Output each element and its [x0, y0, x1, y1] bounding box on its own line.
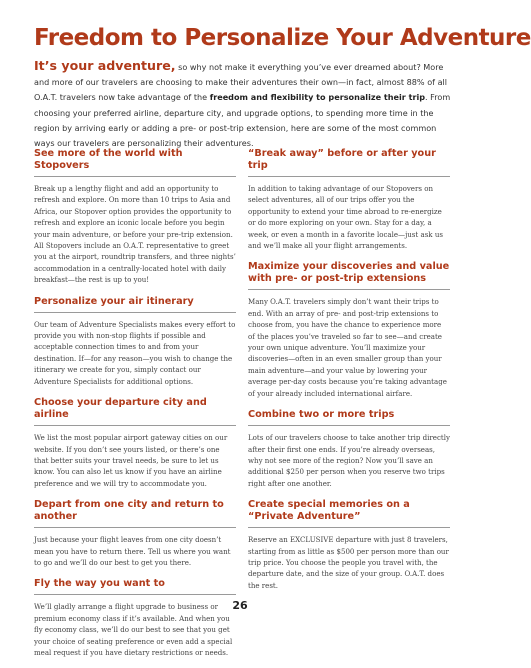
section-body: We list the most popular airport gateway cities on our website. If you don’t see yours listed, or there’s one that better suits your travel needs, be sure to let us know. You can also let us know if you have an airline preference and we will try to accommodate you. — [34, 433, 228, 488]
section-break-away — [248, 148, 450, 251]
page-number: 26 — [232, 599, 248, 612]
section-body: Break up a lengthy flight and add an opportunity to refresh and explore. On more than 10 trips to Asia and Africa, our Stopover option provides the opportunity to refresh and explore an iconic locale before you begin your main adventure, or before your pre-trip extension. All Stopovers include an O.A.T. representative to greet you at the airport, roundtrip transfers, and three nights’ accommodation in a centrally-located hotel with daily breakfast—the rest is up to you! — [34, 184, 236, 285]
intro-bold: freedom and flexibility to personalize their trip — [209, 92, 426, 103]
section-body: Lots of our travelers choose to take another trip directly after their first one ends. If you’re already overseas, why not see more of the region? Now you’ll save an additional $250 per person when you reserve two trips right after one another. — [248, 433, 450, 488]
section-extensions — [248, 261, 450, 399]
intro-text-1: so why not make it everything you’ve ever dreamed about? More and more of our travelers are choosing to make their adventures their own—in fact, almost 88% of all O.A.T. travelers now take advantage of the — [34, 62, 448, 103]
section-heading: Combine two or more trips — [248, 409, 450, 426]
section-heading: Depart from one city and return to another — [34, 499, 236, 528]
section-combine-trips — [248, 409, 450, 489]
section-open-jaw — [34, 499, 236, 568]
section-body: In addition to taking advantage of our Stopovers on select adventures, all of our trips offer you the opportunity to extend your time abroad to re-energize or do more exploring on your own. Stay for a day, a week, or even a month in a favorite locale—just ask us and we’ll make all your flight arrangements. — [248, 184, 443, 251]
intro-lead: It’s your adventure, — [34, 58, 176, 73]
left-column — [34, 148, 236, 668]
section-heading: Personalize your air itinerary — [34, 296, 236, 313]
section-body: Reserve an EXCLUSIVE departure with just 8 travelers, starting from as little as $500 per person more than our trip price. You choose the people you travel with, the departure date, and the size of your group. O.A.T. does the rest. — [248, 535, 449, 590]
section-heading: See more of the world with Stopovers — [34, 148, 236, 177]
section-heading: Choose your departure city and airline — [34, 397, 236, 426]
section-heading: Create special memories on a “Private Adventure” — [248, 499, 450, 528]
section-body: Just because your flight leaves from one city doesn’t mean you have to return there. Tell us where you want to go and we’ll do our best to get you there. — [34, 535, 231, 567]
section-body: We’ll gladly arrange a flight upgrade to business or premium economy class if it’s available. And when you fly economy class, we’ll do our best to see that you get your choice of seating preference or even add a special meal request if you have dietary restrictions or needs. — [34, 602, 233, 657]
page-title: Freedom to Personalize Your Adventure — [34, 25, 531, 51]
section-heading: Maximize your discoveries and value with pre- or post-trip extensions — [248, 261, 450, 290]
section-body: Our team of Adventure Specialists makes every effort to provide you with non-stop flights if possible and acceptable connection times to and from your destination. If—for any reason—you wish to change the itinerary we create for you, simply contact our Adventure Specialists for additional options. — [34, 319, 236, 386]
section-private-adventure — [248, 499, 450, 591]
section-heading: Fly the way you want to — [34, 578, 236, 595]
intro-text-2: . From choosing your preferred airline, departure city, and upgrade options, to spending more time in the region by arriving early or adding a pre- or post-trip extension, here are some of the most common ways our travelers are personalizing their adventures. — [34, 92, 451, 149]
right-column — [248, 148, 450, 601]
section-body: Many O.A.T. travelers simply don’t want their trips to end. With an array of pre- and post-trip extensions to choose from, you have the chance to experience more of the places you’ve traveled so far to see—and create your own unique adventure. You’ll maximize your discoveries—often in an even smaller group than your main adventure—and your value by lowering your average per-day costs because you’re taking advantage of your already included international airfare. — [248, 297, 447, 398]
section-air-itinerary — [34, 296, 236, 387]
section-heading: “Break away” before or after your trip — [248, 148, 450, 177]
section-departure-city — [34, 397, 236, 489]
section-fly-your-way — [34, 578, 236, 658]
intro-paragraph — [34, 58, 456, 151]
section-stopovers — [34, 148, 236, 286]
